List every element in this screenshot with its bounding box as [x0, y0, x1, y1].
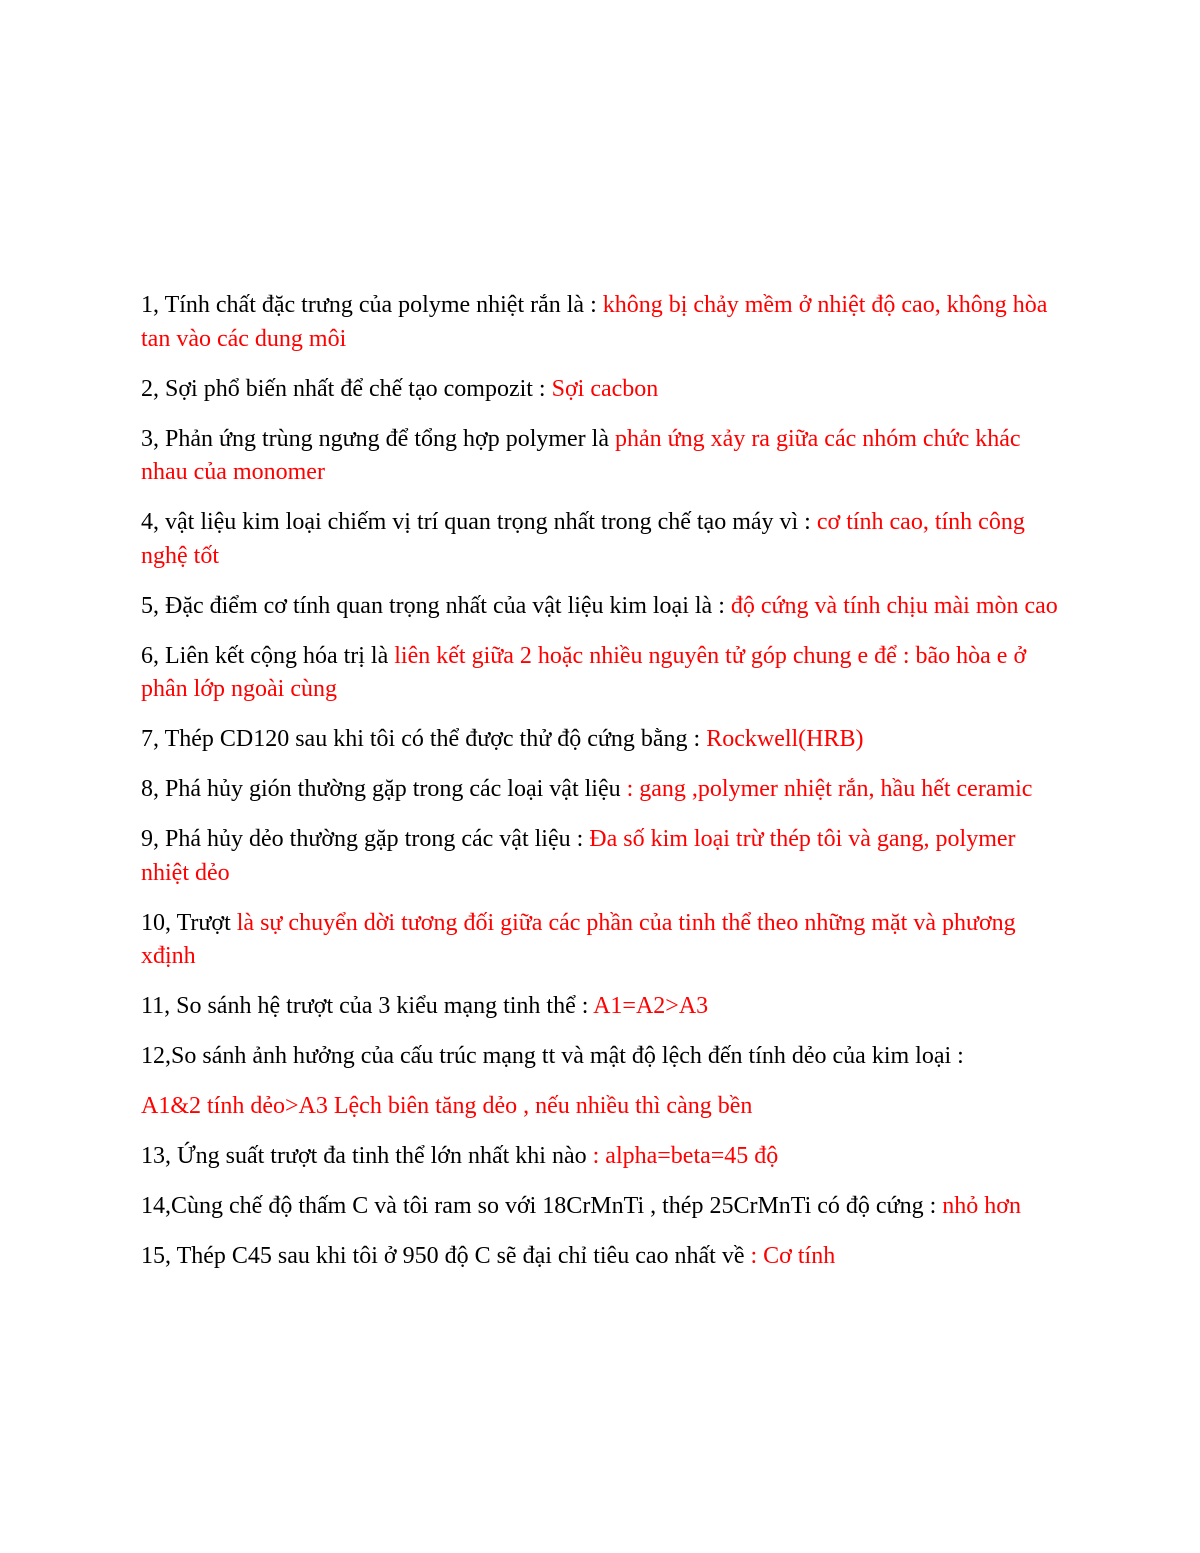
answer-text: là sự chuyển dời tương đối giữa các phần của tinh thể theo những mặt và phương xđịnh	[141, 909, 1016, 969]
qa-item-3	[141, 423, 1066, 490]
question-text: 3, Phản ứng trùng ngưng để tổng hợp polymer là	[141, 425, 615, 452]
qa-item-14	[141, 1190, 1066, 1224]
question-text: 13, Ứng suất trượt đa tinh thể lớn nhất khi nào	[141, 1143, 593, 1169]
answer-text: nhỏ hơn	[942, 1193, 1021, 1219]
answer-text: liên kết giữa 2 hoặc nhiều nguyên tử góp chung e để : bão hòa e ở phân lớp ngoài cùng	[141, 642, 1027, 702]
answer-text: Rockwell(HRB)	[706, 726, 864, 752]
answer-text: phản ứng xảy ra giữa các nhóm chức khác nhau của monomer	[141, 425, 1021, 485]
qa-item-12-answer	[141, 1090, 1066, 1124]
question-text: 10, Trượt	[141, 909, 237, 936]
question-text: 8, Phá hủy gión thường gặp trong các loại vật liệu	[141, 776, 627, 802]
qa-item-12	[141, 1040, 1066, 1074]
answer-text: Đa số kim loại trừ thép tôi và gang, polymer nhiệt dẻo	[141, 826, 1016, 886]
answer-text: : Cơ tính	[750, 1243, 836, 1269]
question-text: 5, Đặc điểm cơ tính quan trọng nhất của vật liệu kim loại là :	[141, 592, 731, 619]
qa-item-13	[141, 1140, 1066, 1174]
question-text: 14,Cùng chế độ thấm C và tôi ram so với 18CrMnTi , thép 25CrMnTi có độ cứng :	[141, 1193, 943, 1219]
qa-item-5	[141, 590, 1066, 624]
answer-text: không bị chảy mềm ở nhiệt độ cao, không hòa tan vào các dung môi	[141, 292, 1048, 352]
answer-text: : alpha=beta=45 độ	[592, 1143, 779, 1169]
question-text: 6, Liên kết cộng hóa trị là	[141, 642, 395, 669]
answer-text: : gang ,polymer nhiệt rắn, hầu hết ceramic	[626, 776, 1033, 802]
answer-text: Sợi cacbon	[551, 375, 659, 402]
qa-item-2	[141, 373, 1066, 407]
question-text: 1, Tính chất đặc trưng của polyme nhiệt rắn là :	[141, 292, 603, 318]
qa-item-7	[141, 723, 1066, 757]
qa-item-11	[141, 990, 1066, 1024]
question-text: 11, So sánh hệ trượt của 3 kiểu mạng tinh thể :	[141, 993, 594, 1019]
answer-text: cơ tính cao, tính công nghệ tốt	[141, 509, 1025, 569]
question-text: 9, Phá hủy dẻo thường gặp trong các vật liệu :	[141, 826, 590, 852]
qa-item-1	[141, 289, 1066, 356]
answer-text: độ cứng và tính chịu mài mòn cao	[730, 592, 1058, 619]
qa-item-10	[141, 907, 1066, 974]
question-text: 2, Sợi phổ biến nhất để chế tạo compozit :	[141, 375, 552, 402]
answer-text: A1&2 tính dẻo>A3 Lệch biên tăng dẻo , nếu nhiều thì càng bền	[141, 1093, 753, 1119]
document-body	[141, 289, 1066, 1290]
qa-item-4	[141, 506, 1066, 573]
qa-item-6	[141, 640, 1066, 707]
question-text: 7, Thép CD120 sau khi tôi có thể được thử độ cứng bằng :	[141, 726, 707, 752]
question-text: 15, Thép C45 sau khi tôi ở 950 độ C sẽ đại chỉ tiêu cao nhất về	[141, 1243, 751, 1269]
question-text: 4, vật liệu kim loại chiếm vị trí quan trọng nhất trong chế tạo máy vì :	[141, 509, 817, 535]
answer-text: A1=A2>A3	[593, 993, 709, 1019]
question-text: 12,So sánh ảnh hưởng của cấu trúc mạng tt và mật độ lệch đến tính dẻo của kim loại :	[141, 1043, 964, 1069]
qa-item-9	[141, 823, 1066, 890]
qa-item-8	[141, 773, 1066, 807]
qa-item-15	[141, 1240, 1066, 1274]
